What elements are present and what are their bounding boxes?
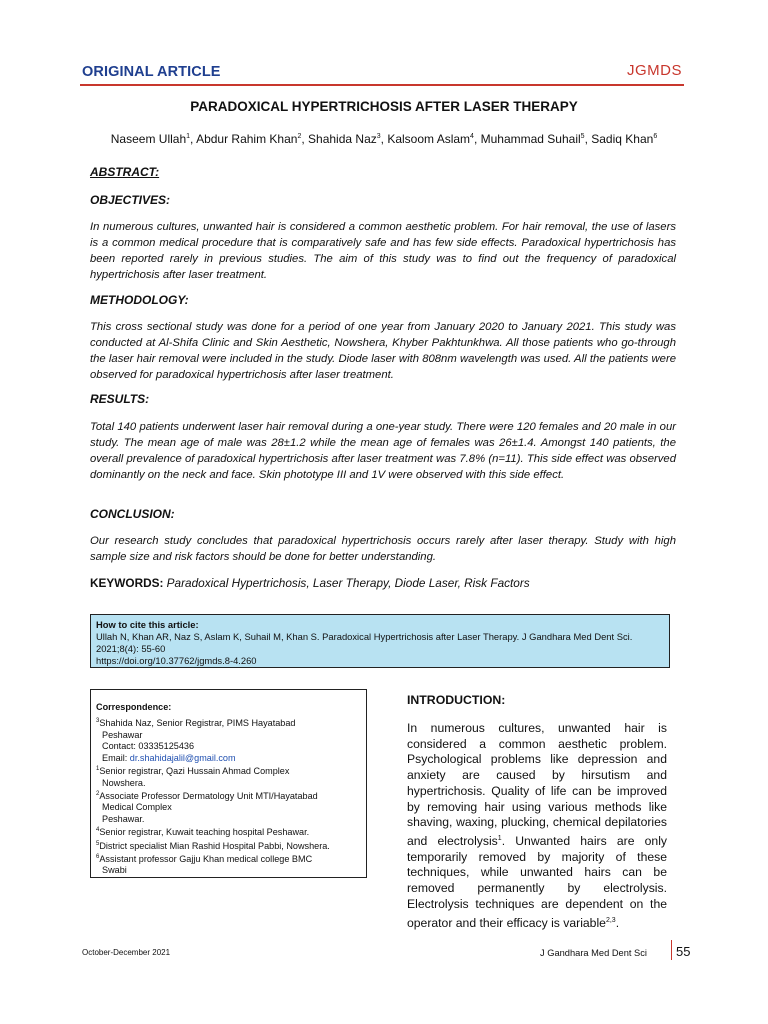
footer-rule [671,940,672,960]
keywords-label: KEYWORDS: [90,576,164,590]
affiliation-mark: 5 [96,840,100,847]
affiliation-mark: 1 [96,766,100,773]
journal-abbrev: JGMDS [627,62,682,79]
correspondence-line [96,802,362,813]
author-name: Naseem Ullah [110,132,187,146]
affiliation-mark: 6 [96,854,100,861]
correspondence-line [96,814,362,825]
author-affiliation-mark: 3 [376,133,381,140]
page-number: 55 [676,944,691,959]
objectives-heading: OBJECTIVES: [90,193,171,207]
footer-issue: October-December 2021 [82,948,171,957]
author-name: Shahida Naz [308,132,377,146]
email-link[interactable]: dr.shahidajalil@gmail.com [129,752,236,763]
section-label: ORIGINAL ARTICLE [82,64,221,80]
affiliation-mark: 4 [96,827,100,834]
methodology-text: This cross sectional study was done for a period of one year from January 2020 to January 2021. This study was conducted at Al-Shifa Clinic and Skin Aesthetic, Nowshera, Khyber Pakhtunkhwa. All those patients who go-through the laser hair removal were included in the study. Diode laser with 808nm wavelength was used. All the patients were observed for paradoxical hypertrichosis after laser treatment. [90,321,676,381]
correspondence-line-text: Associate Professor Dermatology Unit MTI/Hayatabad [99,790,318,801]
introduction-text [407,721,667,931]
author-affiliation-mark: 2 [297,133,302,140]
objectives-text: In numerous cultures, unwanted hair is considered a common aesthetic problem. For hair removal, the use of lasers is a common medical procedure that is comparatively safe and has few side effects. Paradoxical hypertrichosis has been reported rarely in previous studies. The aim of this study was to find out the frequency of paradoxical hypertrichosis after laser treatment. [90,221,676,281]
author-name: Muhammad Suhail [480,132,581,146]
citation-doi[interactable]: https://doi.org/10.37762/jgmds.8-4.260 [96,655,257,666]
correspondence-line [96,852,362,865]
conclusion-text: Our research study concludes that paradoxical hypertrichosis occurs rarely after laser therapy. Study with high sample size and risk factors should be done for better understanding. [90,535,676,563]
correspondence-line-text: Peshawar. [102,813,145,824]
results-text: Total 140 patients underwent laser hair removal during a one-year study. There were 120 females and 20 male in our study. The mean age of male was 28±1.2 while the mean age of females was 26±1.4. Amongst 140 patients, the overall prevalence of paradoxical hypertrichosis after laser treatment was 7.8% (n=11). This side effect was observed dominantly on the neck and face. Skin phototype III and 1V were observed with this side effect. [90,421,676,481]
correspondence-line-text: Swabi [102,865,127,876]
correspondence-line-text: Peshawar [102,729,143,740]
footer-journal: J Gandhara Med Dent Sci [540,948,647,958]
author-affiliation-mark: 6 [653,133,658,140]
abstract-heading: ABSTRACT: [90,165,160,179]
correspondence-line-text: Medical Complex [102,802,172,813]
affiliation-mark: 2 [96,790,100,797]
header-rule [80,84,684,86]
author-affiliation-mark: 1 [186,133,191,140]
correspondence-line-text: Shahida Naz, Senior Registrar, PIMS Hayatabad [99,718,296,729]
author-affiliation-mark: 5 [580,133,585,140]
intro-ref-1: 1 [497,834,502,842]
correspondence-line [96,839,362,852]
author-affiliation-mark: 4 [470,133,474,140]
author-name: Abdur Rahim Khan [196,132,298,146]
author-name: Kalsoom Aslam [387,132,471,146]
correspondence-line [96,825,362,838]
keywords [90,576,530,590]
affiliation-mark: 3 [96,718,100,725]
correspondence-line-text: Email: [102,752,130,763]
keywords-text: Paradoxical Hypertrichosis, Laser Therapy, Diode Laser, Risk Factors [163,576,530,590]
author-name: Sadiq Khan [591,132,654,146]
correspondence-line [96,865,362,876]
correspondence-line [96,764,362,777]
intro-text-b: . Unwanted hairs are only temporarily removed by majority of these techniques, while unwanted hairs can be removed permanently by electrolysis. Electrolysis techniques are dependent on the operator and their efficacy is variable [407,833,667,930]
correspondence-line [96,716,362,729]
correspondence-line [96,753,362,764]
correspondence-line-text: Senior registrar, Kuwait teaching hospital Peshawar. [99,827,310,838]
correspondence-line [96,730,362,741]
article-title: PARADOXICAL HYPERTRICHOSIS AFTER LASER THERAPY [190,99,578,114]
intro-text-a: In numerous cultures, unwanted hair is considered a common aesthetic problem. Psychological problems like depression and anxiety are caused by hirsutism and hypertrichosis. Quality of life can be improved by removing hair using various methods like shaving, waxing, plucking, chemical depilatories and electrolysis [407,721,667,848]
correspondence-line [96,778,362,789]
correspondence-line-text: Contact: 03335125436 [102,741,195,752]
correspondence-line [96,789,362,802]
introduction-heading: INTRODUCTION: [407,693,506,707]
methodology-heading: METHODOLOGY: [90,293,189,307]
correspondence-line [96,741,362,752]
intro-text-c: . [615,915,620,930]
correspondence-lines [96,716,362,876]
conclusion-heading: CONCLUSION: [90,507,175,521]
citation-box [90,614,670,668]
correspondence-heading: Correspondence: [96,702,172,712]
citation-heading: How to cite this article: [96,619,199,630]
correspondence-box [90,689,367,878]
citation-text: Ullah N, Khan AR, Naz S, Aslam K, Suhail M, Khan S. Paradoxical Hypertrichosis after Laser Therapy. J Gandhara Med Dent Sci. 2021;8(4): 55-60 [96,631,633,654]
correspondence-line-text: Assistant professor Gajju Khan medical college BMC [99,854,313,865]
results-heading: RESULTS: [90,392,150,406]
correspondence-line-text: Senior registrar, Qazi Hussain Ahmad Complex [99,766,290,777]
intro-ref-2: 2,3 [605,916,616,924]
correspondence-line-text: Nowshera. [102,777,146,788]
author-list: Naseem Ullah$^1$, Abdur Rahim Khan$^2$, Shahida Naz$^3$, Kalsoom Aslam$^4$, Muhammad Suhail$^5$, Sadiq Khan$^6$ [110,132,658,146]
correspondence-line-text: District specialist Mian Rashid Hospital Pabbi, Nowshera. [99,840,330,851]
